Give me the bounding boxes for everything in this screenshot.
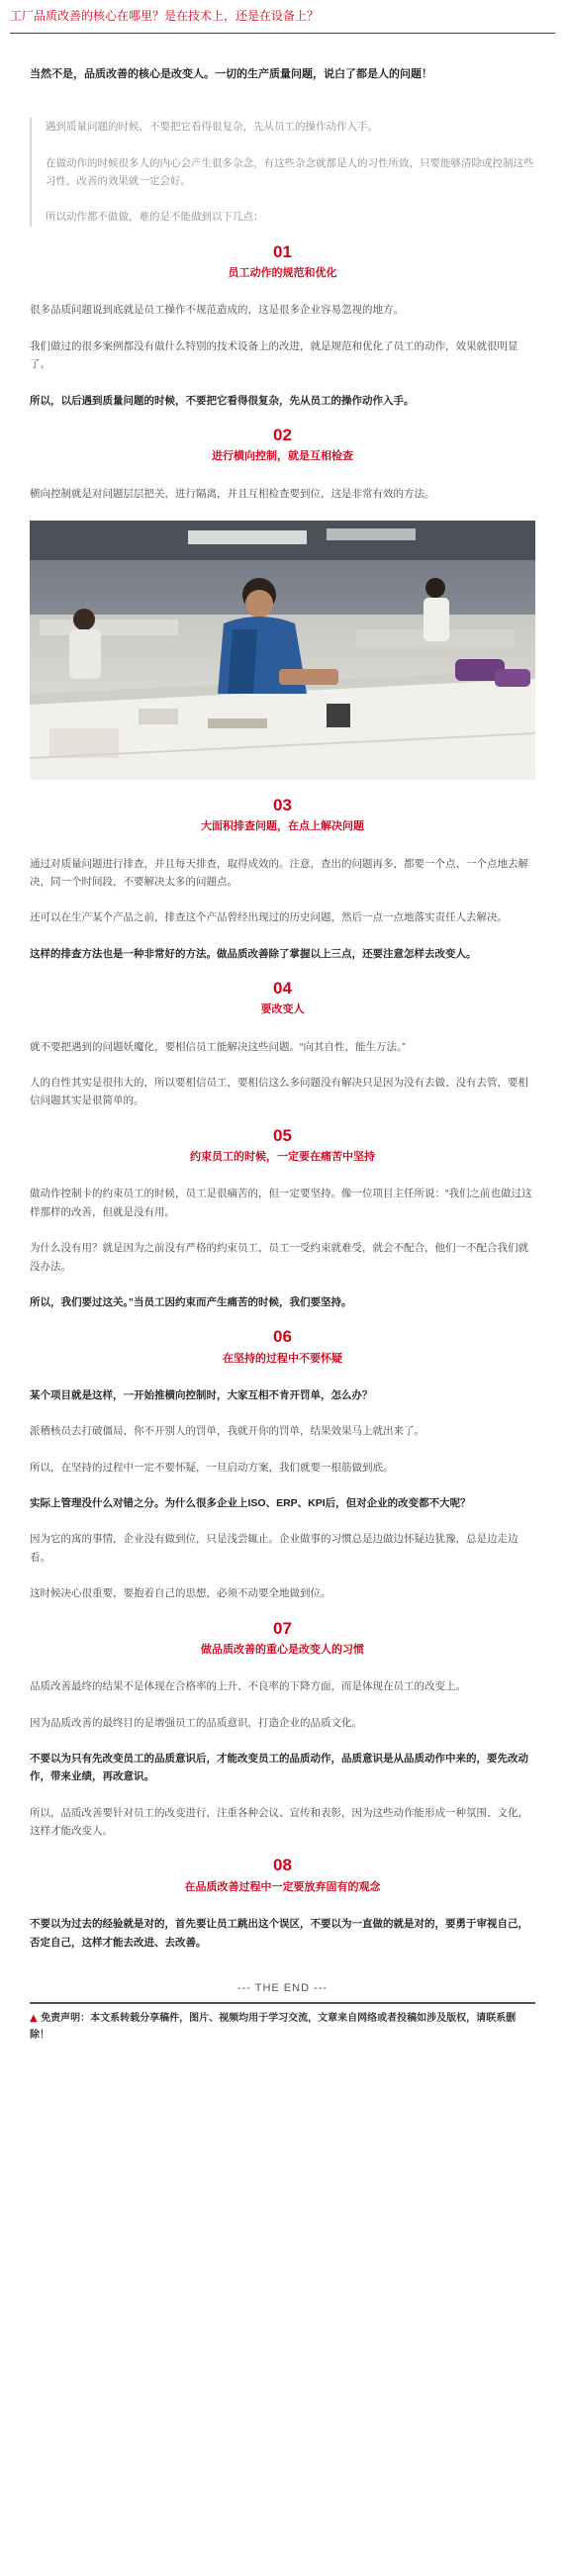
- paragraph: 就不要把遇到的问题妖魔化，要相信员工能解决这些问题。“向其自性，能生万法。”: [30, 1040, 406, 1053]
- paragraph: 因为它的寓的事情，企业没有做到位，只是浅尝辄止。企业做事的习惯总是边做边怀疑边犹豫，总是边走边看。: [30, 1533, 518, 1564]
- section-04: [30, 979, 535, 1110]
- paragraph: 做动作控制卡的约束员工的时候，员工是很痛苦的，但一定要坚持。像一位项目主任所说：“我们之前也做过这样那样的改善，但就是没有用。: [30, 1188, 532, 1218]
- paragraph: 某个项目就是这样，一开始推横向控制时，大家互相不肯开罚单，怎么办？: [30, 1388, 373, 1401]
- paragraph: 不要以为只有先改变员工的品质意识后，才能改变员工的品质动作，品质意识是从品质动作中来的，要先改动作，带来业绩，再改意识。: [30, 1752, 528, 1783]
- end-divider: [30, 2002, 535, 2004]
- paragraph: 为什么没有用？就是因为之前没有严格的约束员工，员工一受约束就难受，就会不配合，他们一不配合我们就没办法。: [30, 1242, 528, 1273]
- paragraph: 所以，品质改善要针对员工的改变进行，注重各种会议、宣传和表彰，因为这些动作能形成一种氛围、文化，这样才能改变人。: [30, 1806, 528, 1838]
- section-number: 02: [273, 425, 292, 444]
- paragraph: 这样的排查方法也是一种非常好的方法。做品质改善除了掌握以上三点，还要注意怎样去改变人。: [30, 947, 477, 960]
- disclaimer-text: 免责声明：本文系转载分享稿件，图片、视频均用于学习交流，文章来自网络或者投稿如涉及版权，请联系删除！: [30, 2013, 517, 2042]
- section-title: 约束员工的时候，一定要在痛苦中坚持: [190, 1151, 375, 1164]
- paragraph: 所以，我们要过这关。”当员工因约束而产生痛苦的时候，我们要坚持。: [30, 1295, 352, 1308]
- section-03: [30, 796, 535, 963]
- section-08: [30, 1856, 535, 1951]
- section-number: 06: [273, 1327, 292, 1347]
- section-05: [30, 1126, 535, 1312]
- lead-paragraph: 当然不是，品质改善的核心是改变人。一切的生产质量问题，说白了都是人的问题！: [30, 68, 432, 80]
- triangle-icon: ▲: [30, 2013, 38, 2025]
- paragraph: 这时候决心很重要，要抱着自己的思想，必须不动要全地做到位。: [30, 1587, 331, 1600]
- paragraph: 实际上管理没什么对错之分。为什么很多企业上ISO、ERP、KPI后，但对企业的改变都不大呢？: [30, 1497, 471, 1510]
- section-number: 07: [273, 1618, 292, 1638]
- paragraph: 人的自性其实是很伟大的，所以要相信员工，要相信这么多问题没有解决只是因为没有去做、没有去管，要相信问题其实是很简单的。: [30, 1077, 528, 1107]
- paragraph: 派稽核员去打破僵局，你不开别人的罚单，我就开你的罚单，结果效果马上就出来了。: [30, 1425, 424, 1438]
- section-title: 在坚持的过程中不要怀疑: [223, 1352, 342, 1365]
- section-title: 在品质改善过程中一定要放弃固有的观念: [184, 1880, 381, 1893]
- paragraph: 横向控制就是对问题层层把关，进行隔离，并且互相检查要到位，这是非常有效的方法。: [30, 487, 435, 500]
- quote-block: [30, 118, 535, 227]
- disclaimer: [30, 2010, 535, 2053]
- section-number: 05: [273, 1125, 292, 1145]
- the-end-marker: --- THE END ---: [236, 1981, 329, 1994]
- section-title: 员工动作的规范和优化: [228, 267, 337, 280]
- quote-line: 在做动作的时候很多人的内心会产生很多杂念，有这些杂念就都是人的习性所致，只要能够清除或控制这些习性，改善的效果就一定会好。: [46, 156, 534, 187]
- section-title: 进行横向控制，就是互相检查: [212, 450, 353, 463]
- paragraph: 所以，在坚持的过程中一定不要怀疑，一旦启动方案，我们就要一根筋做到底。: [30, 1461, 394, 1474]
- paragraph: 因为品质改善的最终目的是增强员工的品质意识，打造企业的品质文化。: [30, 1716, 362, 1729]
- section-number: 01: [273, 241, 292, 261]
- quote-line: 遇到质量问题的时候，不要把它看得很复杂，先从员工的操作动作入手。: [46, 121, 378, 134]
- paragraph: 很多品质问题说到底就是员工操作不规范造成的，这是很多企业容易忽视的地方。: [30, 304, 404, 317]
- factory-workshop-photo: [30, 521, 535, 780]
- section-number: 04: [273, 979, 292, 999]
- paragraph: 通过对质量问题进行排查，并且每天排查，取得成效的。注意，查出的问题再多，都要一个点、一个点地去解决，同一个时间段，不要解决太多的问题点。: [30, 857, 528, 888]
- section-number: 03: [273, 795, 292, 814]
- section-02: [30, 426, 535, 780]
- paragraph: 不要以为过去的经验就是对的，首先要让员工跳出这个误区，不要以为一直做的就是对的，要勇于审视自己，否定自己，这样才能去改进、去改善。: [30, 1918, 528, 1949]
- section-01: [30, 242, 535, 410]
- section-06: [30, 1327, 535, 1602]
- paragraph: 所以，以后遇到质量问题的时候，不要把它看得很复杂，先从员工的操作动作入手。: [30, 394, 415, 407]
- article-title: 工厂品质改善的核心在哪里？是在技术上，还是在设备上？: [10, 9, 320, 23]
- section-title: 做品质改善的重心是改变人的习惯: [201, 1643, 364, 1656]
- title-divider: [10, 33, 555, 34]
- quote-line: 所以动作都不做做，难的是不能做到以下几点：: [46, 211, 264, 224]
- section-07: [30, 1619, 535, 1841]
- section-number: 08: [273, 1856, 292, 1875]
- paragraph: 品质改善最终的结果不是体现在合格率的上升、不良率的下降方面，而是体现在员工的改变上。: [30, 1680, 466, 1693]
- paragraph: 我们做过的很多案例都没有做什么特别的技术设备上的改进，就是规范和优化了员工的动作，效果就很明显了。: [30, 339, 518, 371]
- section-title: 大面积排查问题，在点上解决问题: [201, 820, 364, 833]
- paragraph: 还可以在生产某个产品之前，排查这个产品曾经出现过的历史问题，然后一点一点地落实责任人去解决。: [30, 911, 508, 924]
- section-title: 要改变人: [260, 1003, 305, 1016]
